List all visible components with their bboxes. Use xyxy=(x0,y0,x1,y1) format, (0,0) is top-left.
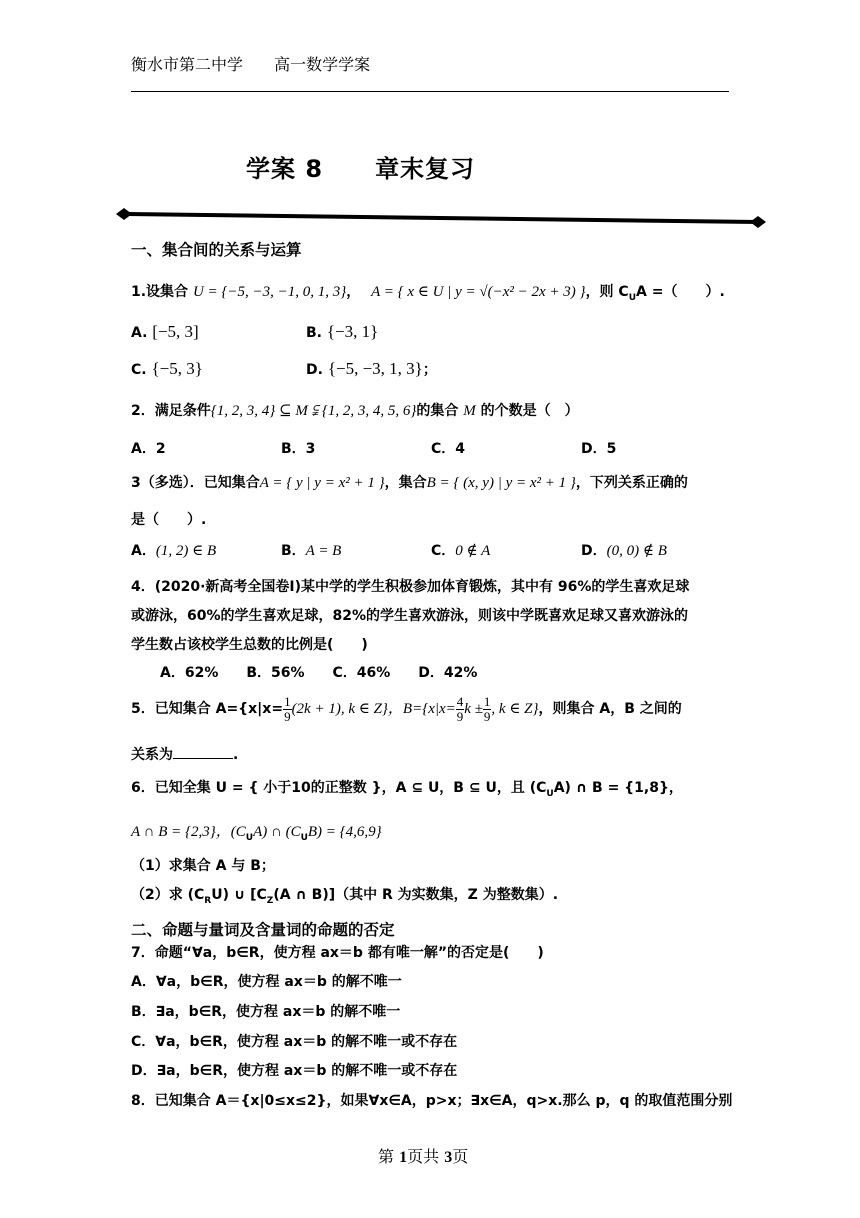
q1-lead: 1.设集合 xyxy=(131,284,189,300)
q5-frac-1 xyxy=(283,695,292,724)
q6-line1-sub: U xyxy=(546,788,554,799)
q5-mid3: , k ∈ Z} xyxy=(491,701,539,717)
q6-line1 xyxy=(131,777,683,799)
school-name: 衡水市第二中学 xyxy=(131,55,244,74)
q1-option-b xyxy=(306,322,378,342)
q3-option-b xyxy=(281,540,341,560)
q2-option-a: A．2 xyxy=(131,441,166,457)
q7-option-b: B．∃a，b∈R，使方程 ax＝b 的解不唯一 xyxy=(131,1004,401,1020)
q7-option-c: C．∀a，b∈R，使方程 ax＝b 的解不唯一或不存在 xyxy=(131,1034,458,1050)
q1-sub: U xyxy=(628,292,637,303)
q6-line1-text: 6．已知全集 U = { 小于10的正整数 }，A ⊆ U，B ⊆ U，且 (C xyxy=(131,780,547,796)
q6-part2-a: （2）求 (C xyxy=(131,887,205,903)
q6-part2-b: U) ∪ [C xyxy=(211,887,267,903)
q6-line2-sub2: U xyxy=(300,832,308,843)
q6-part2-sub2: Z xyxy=(266,895,274,906)
q3-opt-c-label: C． xyxy=(431,543,456,559)
q1-option-c xyxy=(131,359,203,379)
q7-option-a: A．∀a，b∈R，使方程 ax＝b 的解不唯一 xyxy=(131,974,402,990)
q5-line2-end: . xyxy=(233,747,239,763)
q5-line2 xyxy=(131,744,238,764)
q5-frac-1-num: 1 xyxy=(284,693,291,709)
q3-option-d xyxy=(581,540,667,560)
q2-option-d: D．5 xyxy=(581,441,617,457)
footer-mid: 页共 xyxy=(407,1147,440,1166)
q4-line2: 或游泳，60%的学生喜欢足球，82%的学生喜欢游泳，则该中学既喜欢足球又喜欢游泳的 xyxy=(131,608,689,624)
q6-line2-mid: A) ∩ (C xyxy=(253,824,301,840)
q1-opt-d-value: {−5, −3, 1, 3} xyxy=(327,359,423,378)
question-1 xyxy=(131,281,725,303)
section-heading-1: 一、集合间的关系与运算 xyxy=(131,241,302,259)
q1-opt-b-label: B. xyxy=(306,325,322,341)
q2-expr: {1, 2, 3, 4} ⊆ M ⫋ {1, 2, 3, 4, 5, 6} xyxy=(210,403,417,419)
q2-lead: 2．满足条件 xyxy=(131,403,211,419)
q2-option-c: C．4 xyxy=(431,441,466,457)
q6-line2-text: A ∩ B = {2,3}，(C xyxy=(131,824,246,840)
q3-set-a: A = { y | y = x² + 1 } xyxy=(259,475,385,491)
question-2 xyxy=(131,400,579,420)
q5-frac-1-den: 9 xyxy=(284,708,291,724)
q1-opt-c-value: {−5, 3} xyxy=(151,359,203,378)
footer-post: 页 xyxy=(452,1147,469,1166)
footer-total-pages: 3 xyxy=(444,1149,453,1166)
q1-opt-c-label: C. xyxy=(131,362,147,378)
q5-tail: ，则集合 A，B 之间的 xyxy=(538,701,682,717)
q1-set-u: U = {−5, −3, −1, 0, 1, 3} xyxy=(192,284,347,300)
q4-line1: 4．(2020·新高考全国卷Ⅰ)某中学的学生积极参加体育锻炼，其中有 96%的学生喜欢足球 xyxy=(131,579,690,595)
title-right: 章末复习 xyxy=(375,155,476,183)
q3-tail: ，下列关系正确的 xyxy=(575,475,688,491)
q6-part2 xyxy=(131,884,558,906)
q4-options: A．62% B．56% C．46% D．42% xyxy=(160,665,478,681)
q5-mid1: (2k + 1), k ∈ Z}，B={x|x= xyxy=(291,701,456,717)
q5-frac-2-num: 4 xyxy=(456,693,464,709)
q3-opt-a-label: A． xyxy=(131,543,156,559)
q3-opt-b-value: A = B xyxy=(305,543,342,559)
header-rule xyxy=(131,91,729,92)
q1-opt-a-label: A. xyxy=(131,325,148,341)
q1-opt-d-end: ； xyxy=(422,362,437,378)
q3-line2: 是（ ）. xyxy=(131,512,207,528)
q5-lead: 5．已知集合 A={x|x= xyxy=(131,701,284,717)
q6-line2-end: B) = {4,6,9} xyxy=(307,824,382,840)
page-title xyxy=(246,149,475,184)
q1-set-a: A = { x ∈ U | y = √(−x² − 2x + 3) } xyxy=(371,284,586,300)
subject-name: 高一数学学案 xyxy=(274,55,371,74)
q3-lead: 3（多选）．已知集合 xyxy=(131,475,260,491)
section-heading-2: 二、命题与量词及含量词的命题的否定 xyxy=(131,921,395,939)
q1-option-d xyxy=(306,359,437,379)
q4-line3: 学生数占该校学生总数的比例是( ) xyxy=(131,637,368,653)
page-header xyxy=(131,52,396,75)
q1-comma: ， xyxy=(346,284,361,300)
footer-page-number: 1 xyxy=(399,1149,408,1166)
title-left: 学案 8 xyxy=(246,155,324,183)
q1-opt-a-value: [−5, 3] xyxy=(152,322,199,341)
q6-line2 xyxy=(131,820,382,843)
q2-tail2: 的个数是（ ） xyxy=(480,403,579,419)
q7-stem: 7．命题“∀a，b∈R，使方程 ax＝b 都有唯一解”的否定是( ) xyxy=(131,945,544,961)
q1-tail: ，则 C xyxy=(585,284,629,300)
q3-option-c xyxy=(431,540,490,560)
q5-frac-2-den: 9 xyxy=(456,708,464,724)
q5-line2-text: 关系为 xyxy=(131,747,173,763)
question-5 xyxy=(131,694,682,724)
q3-mid: ，集合 xyxy=(384,475,427,491)
q1-tail2: A =（ ）. xyxy=(636,284,725,300)
q3-set-b: B = { (x, y) | y = x² + 1 } xyxy=(426,475,576,491)
q6-part2-sub1: R xyxy=(204,895,212,906)
q2-var: M xyxy=(463,403,476,419)
q3-option-a xyxy=(131,540,216,560)
q1-option-a xyxy=(131,322,199,342)
question-3 xyxy=(131,472,688,492)
q6-line1-end: A) ∩ B = {1,8}， xyxy=(553,780,683,796)
q2-tail: 的集合 xyxy=(416,403,459,419)
q7-option-d: D．∃a，b∈R，使方程 ax＝b 的解不唯一或不存在 xyxy=(131,1063,458,1079)
q1-opt-d-label: D. xyxy=(306,362,323,378)
q5-frac-2 xyxy=(456,695,465,724)
q8-stem: 8．已知集合 A＝{x|0≤x≤2}，如果∀x∈A，p>x；∃x∈A，q>x.那么 p，q 的取值范围分别 xyxy=(131,1093,733,1109)
page-footer xyxy=(378,1144,468,1167)
q3-opt-c-value: 0 ∉ A xyxy=(455,543,491,559)
answer-blank[interactable] xyxy=(173,746,233,759)
q5-frac-3-den: 9 xyxy=(483,708,491,724)
q3-opt-b-label: B． xyxy=(281,543,306,559)
q1-opt-b-value: {−3, 1} xyxy=(326,322,379,341)
q6-part2-c: (A ∩ B)]（其中 R 为实数集，Z 为整数集）. xyxy=(273,887,559,903)
title-divider xyxy=(116,208,766,228)
q6-part1: （1）求集合 A 与 B； xyxy=(131,858,275,874)
q3-opt-a-value: (1, 2) ∈ B xyxy=(155,543,217,559)
q5-frac-3-num: 1 xyxy=(483,693,491,709)
q6-line2-sub1: U xyxy=(245,832,254,843)
q5-mid2: k ± xyxy=(464,701,483,717)
q3-opt-d-label: D． xyxy=(581,543,607,559)
q3-opt-d-value: (0, 0) ∉ B xyxy=(606,543,667,559)
footer-pre: 第 xyxy=(378,1147,395,1166)
q2-option-b: B．3 xyxy=(281,441,316,457)
